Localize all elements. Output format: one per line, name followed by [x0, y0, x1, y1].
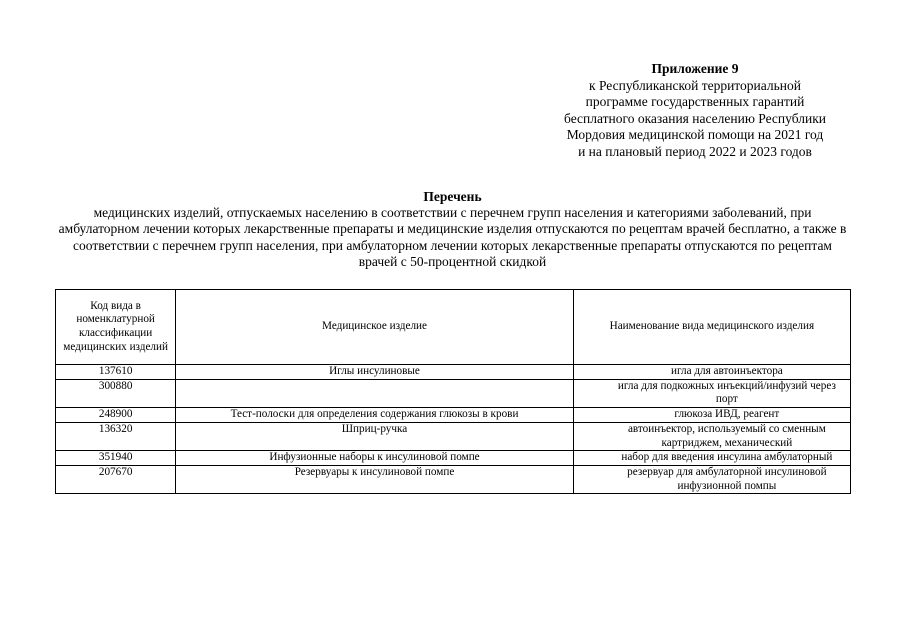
cell-code: 351940 [56, 451, 176, 466]
appendix-line: к Республиканской территориальной [589, 77, 801, 93]
table-header-row [56, 290, 851, 365]
cell-kind: набор для введения инсулина амбулаторный [573, 451, 850, 466]
appendix-line: бесплатного оказания населению Республики [564, 110, 826, 126]
column-header-code: Код вида в номенклатурной классификации медицинских изделий [56, 290, 176, 365]
appendix-line: программе государственных гарантий [585, 94, 805, 109]
cell-code: 136320 [56, 422, 176, 450]
cell-device: Инфузионные наборы к инсулиновой помпе [176, 451, 573, 466]
table-row [56, 408, 851, 423]
cell-kind: игла для автоинъектора [573, 365, 850, 380]
cell-code: 300880 [56, 379, 176, 407]
appendix-block [520, 61, 870, 160]
cell-device: Шприц-ручка [176, 422, 573, 450]
cell-kind: резервуар для амбулаторной инсулиновой инфузионной помпы [573, 465, 850, 493]
appendix-number: Приложение 9 [651, 61, 739, 76]
table-row [56, 379, 851, 407]
devices-table [55, 289, 851, 494]
cell-code: 137610 [56, 365, 176, 380]
cell-kind: глюкоза ИВД, реагент [573, 408, 850, 423]
column-header-kind: Наименование вида медицинского изделия [573, 290, 850, 365]
table-row [56, 451, 851, 466]
cell-code: 248900 [56, 408, 176, 423]
cell-device [176, 379, 573, 407]
table-row [56, 465, 851, 493]
appendix-line: Мордовия медицинской помощи на 2021 год [566, 127, 824, 142]
cell-device: Резервуары к инсулиновой помпе [176, 465, 573, 493]
table-row [56, 422, 851, 450]
cell-kind: игла для подкожных инъекций/инфузий через порт [573, 379, 850, 407]
document-subtitle: медицинских изделий, отпускаемых населению в соответствии с перечнем групп населения и категориями заболеваний, при амбулаторном лечении которых лекарственные препараты и медицинские изделия отпускаются по рецептам врачей бесплатно, а также в соответствии с перечнем групп населения, при амбулаторном лечении которых лекарственные препараты отпускаются по рецептам врачей с 50-процентной скидкой [58, 205, 847, 269]
document-heading [54, 189, 851, 270]
cell-kind: автоинъектор, используемый со сменным картриджем, механический [573, 422, 850, 450]
table-row [56, 365, 851, 380]
document-title: Перечень [423, 189, 482, 204]
cell-device: Иглы инсулиновые [176, 365, 573, 380]
cell-device: Тест-полоски для определения содержания глюкозы в крови [176, 408, 573, 423]
appendix-line: и на плановый период 2022 и 2023 годов [578, 143, 812, 159]
cell-code: 207670 [56, 465, 176, 493]
column-header-device: Медицинское изделие [176, 290, 573, 365]
